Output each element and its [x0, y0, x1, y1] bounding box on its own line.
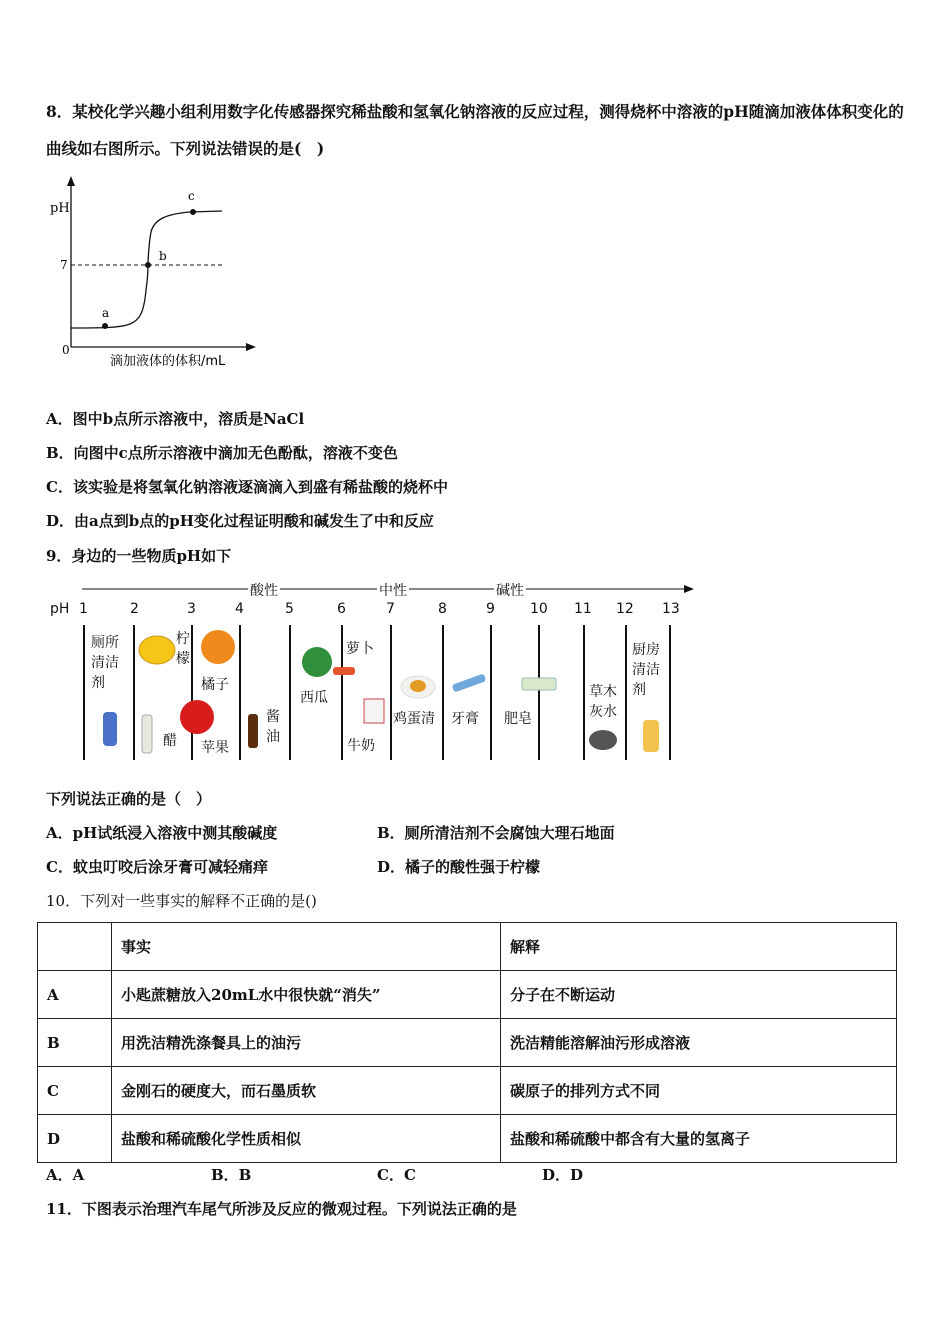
ph-tick-2: 2	[130, 601, 139, 617]
row-label: B	[38, 1019, 112, 1067]
item-vinegar: 醋	[163, 733, 177, 749]
item-apple: 苹果	[201, 740, 229, 756]
graph-origin: 0	[62, 343, 70, 357]
row-label: C	[38, 1067, 112, 1115]
ph-scale-figure	[0, 575, 720, 765]
q8-option-d[interactable]: D．由a点到b点的pH变化过程证明酸和碱发生了中和反应	[46, 512, 434, 530]
row-fact: 小匙蔗糖放入20mL水中很快就“消失”	[112, 971, 501, 1019]
item-orange: 橘子	[201, 677, 229, 693]
ph-tick-13: 13	[662, 601, 680, 617]
graph-point-c: c	[188, 189, 195, 203]
q8-option-a[interactable]: A．图中b点所示溶液中，溶质是NaCl	[46, 410, 305, 428]
item-soy-sauce: 酱油	[266, 709, 280, 745]
q10-option-a[interactable]: A．A	[46, 1166, 85, 1184]
q10-stem: 10．下列对一些事实的解释不正确的是()	[46, 892, 317, 910]
ph-tick-5: 5	[285, 601, 294, 617]
table-row	[38, 1067, 897, 1115]
ph-tick-1: 1	[79, 601, 88, 617]
ph-label: pH	[50, 601, 70, 617]
basic-label: 碱性	[494, 580, 526, 600]
q10-facts-table	[37, 922, 897, 1163]
row-explanation: 碳原子的排列方式不同	[501, 1067, 897, 1115]
ph-curve-graph	[40, 172, 270, 377]
ph-tick-3: 3	[187, 601, 196, 617]
table-header-fact: 事实	[112, 923, 501, 971]
row-explanation: 分子在不断运动	[501, 971, 897, 1019]
item-milk: 牛奶	[347, 738, 375, 754]
q10-option-d[interactable]: D．D	[542, 1166, 584, 1184]
item-kitchen-cleaner: 厨房清洁剂	[632, 642, 660, 698]
row-explanation: 洗洁精能溶解油污形成溶液	[501, 1019, 897, 1067]
row-explanation: 盐酸和稀硫酸中都含有大量的氢离子	[501, 1115, 897, 1163]
row-fact: 盐酸和稀硫酸化学性质相似	[112, 1115, 501, 1163]
item-toothpaste: 牙膏	[451, 711, 479, 727]
graph-x-label: 滴加液体的体积/mL	[110, 354, 226, 369]
table-header-cell	[38, 923, 112, 971]
item-ash-water: 草木灰水	[589, 684, 617, 720]
table-row	[38, 971, 897, 1019]
item-lemon: 柠檬	[176, 631, 190, 667]
graph-y-label: pH	[50, 201, 70, 216]
row-fact: 用洗洁精洗涤餐具上的油污	[112, 1019, 501, 1067]
table-header-explanation: 解释	[501, 923, 897, 971]
ph-tick-4: 4	[235, 601, 244, 617]
item-egg-white: 鸡蛋清	[393, 711, 435, 727]
q8-option-b[interactable]: B．向图中c点所示溶液中滴加无色酚酞，溶液不变色	[46, 444, 398, 462]
ph-tick-6: 6	[337, 601, 346, 617]
ph-tick-7: 7	[386, 601, 395, 617]
table-row	[38, 1115, 897, 1163]
q9-question: 下列说法正确的是（ ）	[46, 790, 212, 808]
graph-point-a: a	[102, 306, 110, 320]
row-label: D	[38, 1115, 112, 1163]
q10-option-c[interactable]: C．C	[377, 1166, 416, 1184]
q9-option-c[interactable]: C．蚊虫叮咬后涂牙膏可减轻痛痒	[46, 858, 268, 876]
graph-ref-7: 7	[60, 258, 68, 272]
q11-stem: 11．下图表示治理汽车尾气所涉及反应的微观过程。下列说法正确的是	[46, 1200, 517, 1218]
q8-stem: 8．某校化学兴趣小组利用数字化传感器探究稀盐酸和氢氧化钠溶液的反应过程，测得烧杯中溶液的pH随滴加液体体积变化的曲线如右图所示。下列说法错误的是( )	[46, 102, 904, 158]
item-soap: 肥皂	[504, 711, 532, 727]
item-radish: 萝卜	[346, 641, 374, 657]
item-watermelon: 西瓜	[300, 690, 328, 706]
table-header-row	[38, 923, 897, 971]
ph-tick-8: 8	[438, 601, 447, 617]
q10-option-b[interactable]: B．B	[211, 1166, 252, 1184]
row-fact: 金刚石的硬度大，而石墨质软	[112, 1067, 501, 1115]
q9-option-a[interactable]: A．pH试纸浸入溶液中测其酸碱度	[46, 824, 278, 842]
q9-option-b[interactable]: B．厕所清洁剂不会腐蚀大理石地面	[377, 824, 615, 842]
neutral-label: 中性	[377, 580, 409, 600]
q9-stem: 9．身边的一些物质pH如下	[46, 547, 232, 565]
ph-tick-10: 10	[530, 601, 548, 617]
graph-point-b: b	[159, 249, 167, 263]
row-label: A	[38, 971, 112, 1019]
acidic-label: 酸性	[248, 580, 280, 600]
item-toilet-cleaner: 厕所清洁剂	[91, 635, 119, 691]
q8-option-c[interactable]: C．该实验是将氢氧化钠溶液逐滴滴入到盛有稀盐酸的烧杯中	[46, 478, 448, 496]
ph-tick-12: 12	[616, 601, 634, 617]
q9-option-d[interactable]: D．橘子的酸性强于柠檬	[377, 858, 541, 876]
table-row	[38, 1019, 897, 1067]
ph-tick-11: 11	[574, 601, 592, 617]
ph-tick-9: 9	[486, 601, 495, 617]
